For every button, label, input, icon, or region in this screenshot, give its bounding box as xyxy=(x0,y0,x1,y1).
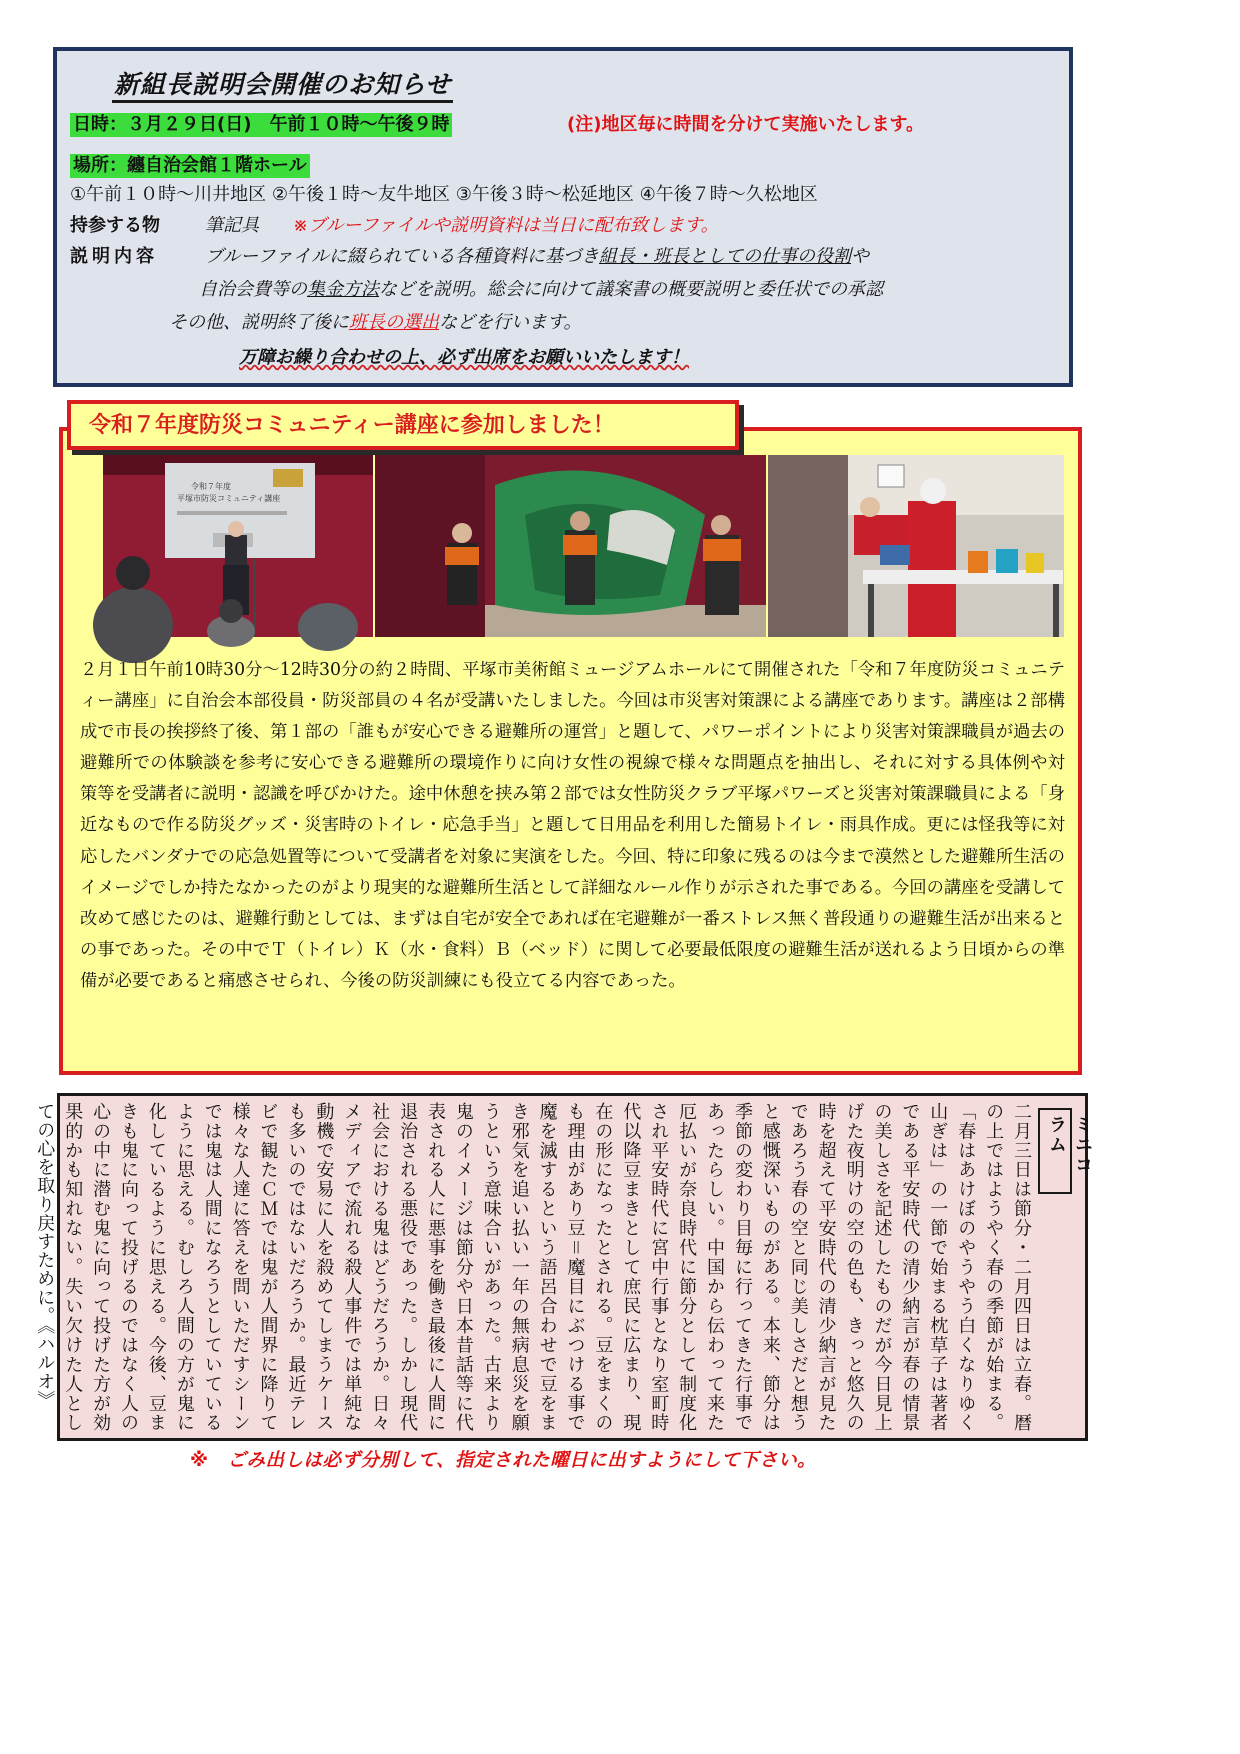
notice-closing: 万障お繰り合わせの上、必ず出席をお願いいたします！ xyxy=(239,347,689,368)
garbage-notice: ※ ごみ出しは必ず分別して、指定された曜日に出すようにして下さい。 xyxy=(190,1450,817,1471)
photo-tent-demo xyxy=(375,455,766,637)
notice-title: 新組長説明会開催のお知らせ xyxy=(112,70,453,103)
bring-label: 持参する物 xyxy=(70,215,160,236)
report-title: 令和７年度防災コミュニティー講座に参加しました！ xyxy=(89,413,615,438)
mini-column-label: ミニコラム xyxy=(1046,1115,1093,1175)
content-line-3: その他、説明終了後に班長の選出などを行います。 xyxy=(169,312,582,333)
mini-column-text: 二月三日は節分・二月四日は立春。暦の上ではようやく春の季節が始まる。「春はあけぼのやうやう白くなりゆく山ぎは」の一節で始まる枕草子は著者である平安時代の清少納言が春の情景の美しさを記述したものだが今日見上げた夜明けの空の色も、きっと悠久の時を超えて平安時代の清少納言が見たであろう春の空と同じ美しさだと想うと感慨深いものがある。本来、節分は季節の変わり目毎に行ってきた行事であったらしい。中国から伝わって来た厄払いが奈良時代に節分として制度化され平安時代に宮中行事となり室町時代以降豆まきとして庶民に広まり、現在の形になったとされる。豆をまくのも理由があり豆＝魔目にぶつける事で魔を滅するという語呂合わせで豆をまき邪気を追い払い一年の無病息災を願うという意味合いがあった。古来より鬼のイメージは節分や日本昔話等に代表される人に悪事を働き最後に人間に退治される悪役であった。しかし現代社会における鬼はどうだろうか。日々メディアで流れる殺人事件では単純な動機で安易に人を殺めてしまうケースも多いのではないだろうか。最近テレビで観たＣＭでは鬼が人間界に降りて様々な人達に答えを問いただすシーンでは鬼は人間になろうとしていているように思える。むしろ人間の方が鬼に化しているように思える。今後、豆まきも鬼に向って投げるのではなく人の心の中に潜む鬼に向って投げた方が効果的かも知れない。失い欠けた人としての心を取り戻すために。《ハルオ》 xyxy=(34,1102,1032,1432)
notice-place: 場所：纏自治会館１階ホール xyxy=(70,154,310,178)
slide-line-2: 平塚市防災コミュニティ講座 xyxy=(177,494,281,503)
slide-line-1: 令和７年度 xyxy=(191,482,231,491)
content-label: 説明内容 xyxy=(70,246,158,267)
report-body-text: ２月１日午前10時30分～12時30分の約２時間、平塚市美術館ミュージアムホールにて開催された「令和７年度防災コミュニティー講座」に自治会本部役員・防災部員の４名が受講いたしました。今回は市災害対策課による講座であります。講座は２部構成で市長の挨拶終了後、第１部の「誰もが安心できる避難所の運営」と題して、パワーポイントにより災害対策課職員が過去の避難所での体験談を参考に安心できる避難所の環境作りに向け女性の視線で様々な問題点を抽出し、それに対する具体例や対策等を受講者に説明・認識を呼びかけた。途中休憩を挟み第２部では女性防災クラブ平塚パワーズと災害対策課職員による「身近なもので作る防災グッズ・災害時のトイレ・応急手当」と題して日用品を利用した簡易トイレ・雨具作成。更には怪我等に対応したバンダナでの応急処置等について受講者を対象に実演をした。今回、特に印象に残るのは今まで漠然とした避難所生活のイメージでしか持たなかったのがより現実的な避難所生活として詳細なルール作りが示された事である。今回の講座を受講して改めて感じたのは、避難行動としては、まずは自宅が安全であれば在宅避難が一番ストレス無く普段通りの避難生活が出来るとの事であった。その中でＴ（トイレ）Ｋ（水・食料）Ｂ（ベッド）に関して必要最低限度の避難生活が送れるよう日頃からの準備が必要であると痛感させられ、今後の防災訓練にも役立てる内容であった。 xyxy=(80,660,1065,991)
content-line-1: ブルーファイルに綴られている各種資料に基づき組長・班長としての仕事の役割や xyxy=(205,246,870,267)
photo-display-table xyxy=(768,455,1064,637)
notice-date-note: (注)地区毎に時間を分けて実施いたします。 xyxy=(567,114,925,135)
bring-item: 筆記具 xyxy=(205,215,259,236)
notice-schedule: ①午前１０時～川井地区 ②午後１時～友牛地区 ③午後３時～松延地区 ④午後７時～久松地区 xyxy=(70,184,818,205)
meeting-notice xyxy=(53,47,1073,387)
content-line-2: 自治会費等の集金方法などを説明。総会に向けて議案書の概要説明と委任状での承認 xyxy=(199,279,883,300)
notice-date: 日時：３月２９日(日) 午前１０時～午後９時 xyxy=(70,113,452,137)
report-title-tab xyxy=(67,400,739,450)
mini-column-label-box xyxy=(1038,1108,1093,1194)
bring-note: ※ブルーファイルや説明資料は当日に配布致します。 xyxy=(293,215,719,236)
photo-mayor-speech xyxy=(103,455,373,637)
